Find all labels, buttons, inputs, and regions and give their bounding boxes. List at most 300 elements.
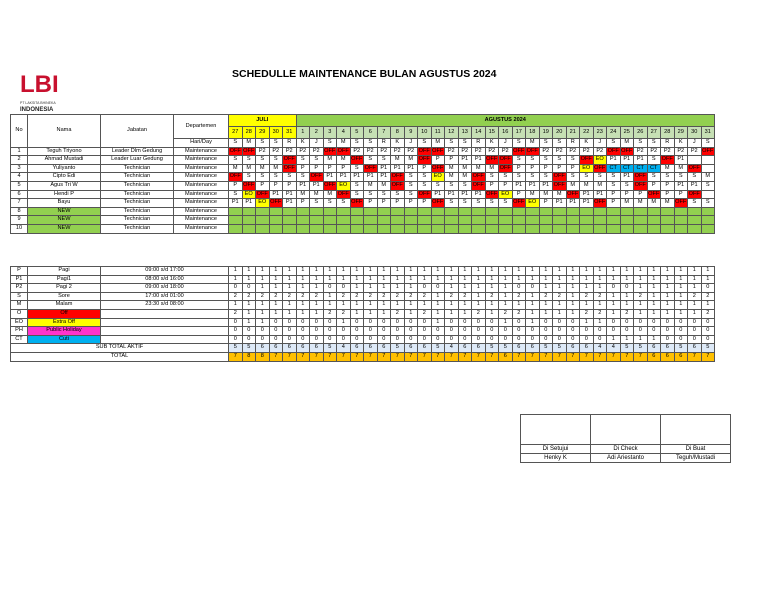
legend-count: 1: [620, 292, 634, 301]
shift-cell: [296, 207, 310, 216]
shift-cell: S: [512, 173, 526, 182]
legend-count: 1: [256, 309, 270, 318]
staff-no: 10: [11, 224, 28, 233]
shift-cell: [418, 224, 432, 233]
shift-cell: S: [404, 181, 418, 190]
shift-cell: [566, 216, 580, 225]
shift-cell: [499, 207, 513, 216]
day-cell: J: [688, 139, 702, 148]
legend-count: 0: [472, 327, 486, 336]
legend-count: 1: [269, 284, 283, 293]
legend-count: 0: [269, 335, 283, 344]
staff-department: Maintenance: [174, 181, 229, 190]
legend-count: 2: [620, 309, 634, 318]
total-value: 7: [431, 352, 445, 361]
legend-count: 1: [242, 275, 256, 284]
signature-role: Di Buat: [661, 445, 731, 454]
total-value: 8: [242, 352, 256, 361]
legend-count: 1: [310, 284, 324, 293]
staff-row: [11, 147, 715, 156]
legend-count: 1: [364, 267, 378, 276]
legend-count: 1: [404, 275, 418, 284]
legend-count: 0: [566, 318, 580, 327]
shift-cell: OFF: [418, 156, 432, 165]
date-cell: 31: [283, 127, 297, 139]
legend-count: 0: [485, 327, 499, 336]
legend-count: 2: [701, 309, 715, 318]
shift-cell: P1: [377, 164, 391, 173]
shift-cell: OFF: [661, 156, 675, 165]
shift-cell: S: [458, 199, 472, 208]
legend-count: 0: [337, 327, 351, 336]
legend-count: 0: [337, 335, 351, 344]
legend-count: 0: [620, 327, 634, 336]
legend-count: 1: [607, 267, 621, 276]
legend-count: 0: [350, 335, 364, 344]
subtotal-value: 6: [580, 344, 594, 353]
shift-cell: [539, 207, 553, 216]
legend-count: 1: [391, 301, 405, 310]
legend-count: 1: [431, 267, 445, 276]
subtotal-value: 4: [593, 344, 607, 353]
shift-cell: P: [566, 164, 580, 173]
subtotal-value: 6: [283, 344, 297, 353]
legend-count: 1: [445, 284, 459, 293]
legend-count: 0: [512, 284, 526, 293]
shift-cell: [499, 216, 513, 225]
legend-count: 1: [350, 284, 364, 293]
staff-name: Ahmad Mustadi: [28, 156, 101, 165]
date-cell: 9: [404, 127, 418, 139]
shift-cell: [539, 216, 553, 225]
shift-cell: P2: [350, 147, 364, 156]
shift-cell: P1: [283, 199, 297, 208]
day-cell: M: [620, 139, 634, 148]
legend-count: 0: [445, 318, 459, 327]
shift-cell: [607, 216, 621, 225]
legend-count: 0: [553, 318, 567, 327]
legend-count: 1: [647, 292, 661, 301]
day-cell: S: [458, 139, 472, 148]
staff-row: [11, 216, 715, 225]
shift-cell: M: [620, 199, 634, 208]
legend-count: 1: [553, 267, 567, 276]
shift-cell: CT: [620, 164, 634, 173]
shift-cell: S: [431, 181, 445, 190]
shift-cell: [688, 224, 702, 233]
shift-cell: S: [701, 181, 715, 190]
shift-cell: S: [364, 190, 378, 199]
shift-cell: P1: [674, 156, 688, 165]
shift-cell: OFF: [431, 147, 445, 156]
legend-count: 1: [661, 267, 675, 276]
shift-cell: EO: [580, 164, 594, 173]
total-value: 7: [310, 352, 324, 361]
legend-count: 1: [701, 267, 715, 276]
shift-cell: [323, 216, 337, 225]
subtotal-value: 6: [269, 344, 283, 353]
subtotal-value: 6: [458, 344, 472, 353]
shift-cell: CT: [647, 164, 661, 173]
total-value: 7: [553, 352, 567, 361]
legend-count: 0: [620, 284, 634, 293]
total-value: 8: [256, 352, 270, 361]
staff-no: 8: [11, 207, 28, 216]
shift-cell: [458, 207, 472, 216]
shift-cell: [553, 207, 567, 216]
shift-cell: [688, 207, 702, 216]
legend-count: 1: [607, 275, 621, 284]
legend-count: 0: [337, 284, 351, 293]
legend-count: 1: [472, 267, 486, 276]
shift-cell: [377, 216, 391, 225]
legend-count: 0: [323, 335, 337, 344]
shift-cell: S: [404, 190, 418, 199]
legend-count: 0: [512, 318, 526, 327]
shift-cell: [310, 216, 324, 225]
shift-cell: [323, 207, 337, 216]
svg-text:LBI: LBI: [20, 71, 59, 98]
shift-cell: S: [661, 173, 675, 182]
legend-count: 1: [566, 267, 580, 276]
legend-count: 0: [445, 335, 459, 344]
subtotal-value: 5: [674, 344, 688, 353]
legend-count: 0: [553, 327, 567, 336]
day-cell: S: [553, 139, 567, 148]
date-cell: 18: [526, 127, 540, 139]
shift-cell: S: [391, 190, 405, 199]
staff-department: Maintenance: [174, 190, 229, 199]
day-cell: S: [539, 139, 553, 148]
page-title: SCHEDULLE MAINTENANCE BULAN AGUSTUS 2024: [232, 68, 497, 80]
legend-count: 1: [283, 301, 297, 310]
shift-cell: [593, 207, 607, 216]
shift-cell: OFF: [229, 173, 243, 182]
legend-count: 0: [661, 335, 675, 344]
signature-box-setujui: [521, 415, 591, 445]
legend-count: 0: [634, 327, 648, 336]
shift-cell: [391, 216, 405, 225]
legend-count: 0: [296, 335, 310, 344]
shift-cell: P2: [499, 147, 513, 156]
total-value: 7: [283, 352, 297, 361]
date-cell: 3: [323, 127, 337, 139]
legend-count: 1: [256, 284, 270, 293]
shift-cell: P2: [580, 147, 594, 156]
subtotal-value: 6: [350, 344, 364, 353]
shift-cell: S: [499, 173, 513, 182]
staff-department: Maintenance: [174, 173, 229, 182]
legend-count: 1: [377, 284, 391, 293]
shift-cell: P2: [445, 147, 459, 156]
signature-box-check: [591, 415, 661, 445]
legend-count: 1: [404, 301, 418, 310]
staff-name: NEW: [28, 224, 101, 233]
legend-count: 1: [688, 309, 702, 318]
legend-count: 0: [647, 318, 661, 327]
legend-count: 1: [242, 318, 256, 327]
shift-cell: M: [553, 190, 567, 199]
shift-cell: [242, 216, 256, 225]
total-value: 7: [620, 352, 634, 361]
legend-row: [11, 301, 715, 310]
shift-cell: P2: [553, 147, 567, 156]
day-cell: S: [634, 139, 648, 148]
shift-cell: [593, 216, 607, 225]
legend-count: 0: [634, 318, 648, 327]
legend-label: Sore: [28, 292, 101, 301]
shift-cell: [647, 207, 661, 216]
legend-count: 1: [620, 267, 634, 276]
shift-cell: P1: [580, 199, 594, 208]
shift-cell: OFF: [350, 156, 364, 165]
legend-count: 0: [688, 318, 702, 327]
shift-cell: P2: [593, 147, 607, 156]
legend-count: 0: [674, 327, 688, 336]
legend-count: 1: [539, 267, 553, 276]
day-cell: S: [607, 139, 621, 148]
legend-count: 1: [472, 292, 486, 301]
shift-cell: S: [701, 199, 715, 208]
shift-cell: S: [526, 173, 540, 182]
shift-cell: P1: [634, 156, 648, 165]
legend-count: 1: [566, 309, 580, 318]
shift-cell: P: [310, 164, 324, 173]
legend-count: 2: [229, 309, 243, 318]
legend-count: 1: [580, 275, 594, 284]
shift-cell: P: [485, 181, 499, 190]
shift-cell: P1: [539, 181, 553, 190]
shift-cell: [337, 207, 351, 216]
shift-cell: [283, 224, 297, 233]
staff-department: Maintenance: [174, 224, 229, 233]
legend-count: 0: [539, 318, 553, 327]
shift-cell: P: [661, 190, 675, 199]
legend-count: 2: [593, 309, 607, 318]
shift-cell: P1: [323, 173, 337, 182]
shift-cell: P: [539, 199, 553, 208]
shift-cell: [526, 224, 540, 233]
subtotal-value: 5: [553, 344, 567, 353]
legend-count: 1: [647, 301, 661, 310]
legend-count: 0: [485, 335, 499, 344]
shift-cell: EO: [499, 190, 513, 199]
shift-cell: S: [674, 173, 688, 182]
shift-cell: P2: [283, 147, 297, 156]
shift-cell: P1: [404, 164, 418, 173]
legend-label: Pagi 2: [28, 284, 101, 293]
shift-cell: S: [296, 156, 310, 165]
subtotal-value: 6: [404, 344, 418, 353]
legend-count: 1: [580, 318, 594, 327]
svg-text:INDONESIA: INDONESIA: [20, 107, 54, 113]
shift-cell: M: [323, 190, 337, 199]
shift-cell: OFF: [566, 190, 580, 199]
legend-count: 1: [256, 275, 270, 284]
day-cell: J: [499, 139, 513, 148]
legend-count: 1: [566, 292, 580, 301]
legend-count: 1: [418, 275, 432, 284]
legend-count: 1: [377, 267, 391, 276]
legend-count: 1: [229, 267, 243, 276]
legend-count: 0: [418, 284, 432, 293]
shift-cell: M: [377, 181, 391, 190]
shift-cell: [458, 216, 472, 225]
shift-cell: M: [701, 173, 715, 182]
legend-count: 1: [431, 309, 445, 318]
shift-cell: M: [485, 164, 499, 173]
legend-count: 0: [607, 318, 621, 327]
shift-cell: [242, 207, 256, 216]
shift-cell: P: [296, 199, 310, 208]
subtotal-value: 5: [391, 344, 405, 353]
day-cell: S: [350, 139, 364, 148]
legend-count: 1: [256, 267, 270, 276]
shift-cell: P: [512, 190, 526, 199]
shift-cell: P1: [593, 190, 607, 199]
subtotal-value: 5: [620, 344, 634, 353]
legend-count: 0: [377, 335, 391, 344]
legend-count: 2: [364, 292, 378, 301]
shift-cell: [391, 224, 405, 233]
subtotal-value: 5: [634, 344, 648, 353]
date-cell: 25: [620, 127, 634, 139]
staff-row: [11, 181, 715, 190]
total-value: 7: [566, 352, 580, 361]
legend-count: 1: [512, 275, 526, 284]
date-cell: 11: [431, 127, 445, 139]
shift-cell: OFF: [647, 190, 661, 199]
shift-cell: [593, 224, 607, 233]
total-value: 7: [377, 352, 391, 361]
svg-text:PT LAKSITA BHINEKA: PT LAKSITA BHINEKA: [20, 101, 56, 105]
signature-table: [520, 414, 731, 463]
date-cell: 31: [701, 127, 715, 139]
legend-count: 1: [391, 275, 405, 284]
staff-row: [11, 199, 715, 208]
shift-cell: OFF: [229, 147, 243, 156]
shift-cell: M: [256, 164, 270, 173]
shift-cell: OFF: [580, 156, 594, 165]
total-value: 7: [607, 352, 621, 361]
shift-cell: OFF: [485, 190, 499, 199]
shift-cell: M: [593, 181, 607, 190]
legend-count: 1: [674, 292, 688, 301]
shift-cell: [701, 164, 715, 173]
legend-count: 1: [499, 267, 513, 276]
legend-count: 1: [310, 301, 324, 310]
shift-cell: P: [256, 181, 270, 190]
shift-cell: [323, 224, 337, 233]
legend-count: 1: [458, 275, 472, 284]
shift-cell: M: [458, 173, 472, 182]
legend-label: Malam: [28, 301, 101, 310]
subtotal-value: 6: [364, 344, 378, 353]
legend-count: 1: [593, 301, 607, 310]
legend-time: 09:00 s/d 18:00: [101, 284, 229, 293]
shift-cell: P1: [566, 199, 580, 208]
shift-cell: S: [445, 199, 459, 208]
legend-count: 2: [323, 309, 337, 318]
legend-count: 0: [526, 327, 540, 336]
legend-count: 1: [431, 275, 445, 284]
shift-cell: OFF: [512, 147, 526, 156]
legend-count: 1: [620, 301, 634, 310]
legend-row: [11, 318, 715, 327]
legend-time: [101, 327, 229, 336]
legend-code: CT: [11, 335, 28, 344]
shift-cell: [256, 207, 270, 216]
legend-count: 0: [701, 335, 715, 344]
total-value: 7: [296, 352, 310, 361]
shift-cell: S: [242, 173, 256, 182]
shift-cell: [661, 207, 675, 216]
legend-code: M: [11, 301, 28, 310]
date-cell: 20: [553, 127, 567, 139]
day-cell: S: [364, 139, 378, 148]
shift-cell: OFF: [431, 199, 445, 208]
signature-role: Di Check: [591, 445, 661, 454]
shift-cell: P2: [539, 147, 553, 156]
shift-cell: M: [661, 199, 675, 208]
subtotal-value: 6: [296, 344, 310, 353]
staff-no: 7: [11, 199, 28, 208]
shift-cell: OFF: [364, 164, 378, 173]
date-cell: 21: [566, 127, 580, 139]
subtotal-value: 6: [647, 344, 661, 353]
legend-count: 0: [661, 327, 675, 336]
total-value: 7: [350, 352, 364, 361]
legend-count: 1: [418, 301, 432, 310]
legend-count: 0: [323, 284, 337, 293]
legend-count: 1: [607, 301, 621, 310]
shift-cell: OFF: [323, 181, 337, 190]
shift-cell: OFF: [310, 173, 324, 182]
subtotal-value: 5: [701, 344, 715, 353]
legend-count: 1: [364, 275, 378, 284]
legend-count: 0: [283, 318, 297, 327]
legend-count: 1: [688, 267, 702, 276]
shift-cell: OFF: [688, 164, 702, 173]
total-value: 6: [499, 352, 513, 361]
total-value: 7: [539, 352, 553, 361]
legend-count: 1: [296, 275, 310, 284]
shift-cell: S: [229, 156, 243, 165]
legend-count: 2: [377, 292, 391, 301]
legend-count: 1: [593, 267, 607, 276]
subtotal-value: 5: [485, 344, 499, 353]
legend-count: 0: [499, 327, 513, 336]
legend-count: 1: [526, 309, 540, 318]
shift-cell: S: [472, 199, 486, 208]
legend-count: 1: [310, 309, 324, 318]
shift-cell: M: [296, 190, 310, 199]
legend-count: 1: [647, 284, 661, 293]
shift-cell: EO: [256, 199, 270, 208]
shift-cell: S: [418, 181, 432, 190]
shift-cell: [701, 224, 715, 233]
total-value: 7: [688, 352, 702, 361]
staff-name: NEW: [28, 207, 101, 216]
day-cell: R: [377, 139, 391, 148]
shift-cell: [553, 216, 567, 225]
legend-count: 1: [364, 301, 378, 310]
shift-cell: S: [566, 173, 580, 182]
shift-cell: OFF: [593, 164, 607, 173]
legend-count: 1: [580, 301, 594, 310]
legend-count: 1: [526, 275, 540, 284]
legend-count: 1: [269, 301, 283, 310]
